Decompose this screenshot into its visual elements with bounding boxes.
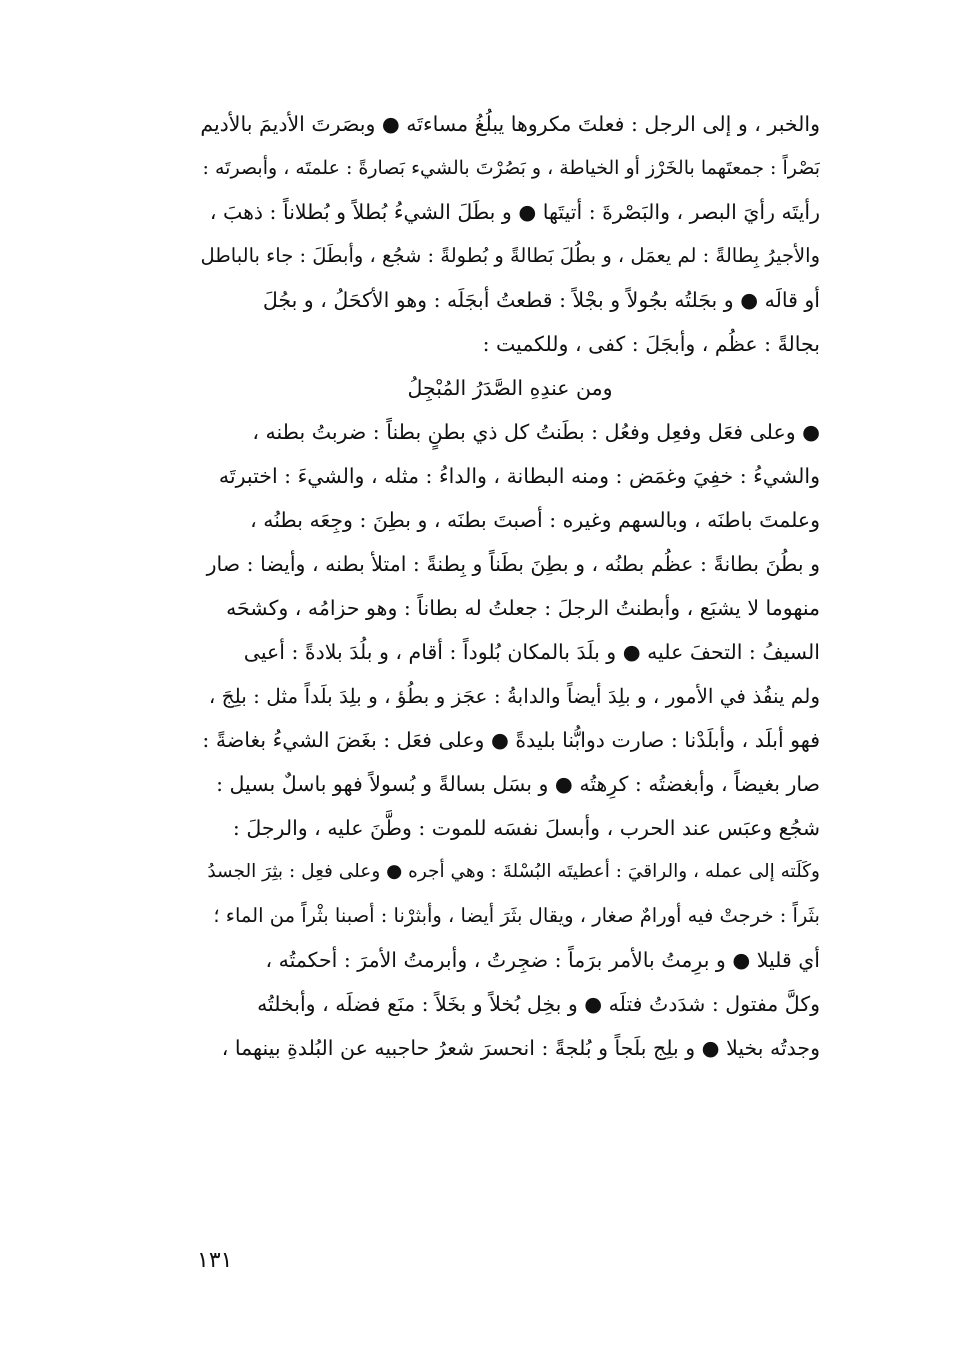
text-line: والخبر ، و إلى الرجل : فعلتَ مكروها يبلُغُ مساءتَه ● وبصَرتَ الأديمَ بالأديم: [200, 112, 820, 136]
text-line: السيفُ : التحفَ عليه ● و بلَدَ بالمكان بُلوداً : أقام ، و بلُدَ بلادةً : أعيى: [243, 640, 820, 664]
text-line: أي قليلا ● و برِمتُ بالأمر برَماً : ضجِرتُ ، وأبرمتُ الأمرَ : أحكمتُه ،: [265, 948, 820, 972]
text-line: منهوما لا يشبَع ، وأبطنتُ الرجلَ : جعلتُ له بطاناً : وهو حزامُه ، وكشحَه: [226, 596, 820, 620]
text-line: وجدتُه بخيلا ● و بلِج بلَجاً و بُلجةً : انحسرَ شعرُ حاجبيه عن البُلدةِ بينهما ،: [221, 1036, 820, 1060]
verse-line: ومن عندِهِ الصَّدَرُ المُبْجِلُ: [407, 376, 613, 400]
text-line: ولم ينفُذ في الأمور ، و بلِدَ أيضاً والدابةُ : عجَز و بطُؤ ، و بلِدَ بلَداً مثل : بلِجَ ،: [208, 684, 820, 708]
text-body: [200, 102, 820, 1070]
text-line: شجُع وعبَس عند الحرب ، وأبسلَ نفسَه للموت : وطَّنَ عليه ، والرجلَ :: [232, 816, 820, 840]
text-line: بجالةً : عظُم ، وأبجَلَ : كفى ، وللكميت :: [482, 332, 820, 356]
text-line: فهو أبلَد ، وأبلَدْنا : صارت دوابُّنا بليدةً ● وعلى فعَل : بغَضَ الشيءُ بغاضةً :: [202, 728, 820, 752]
text-line: بثَراً : خرجتْ فيه أورامٌ صغار ، ويقال بثَرَ أيضا ، وأبثرْنا : أصبنا بثْراً من الماء ؛: [213, 904, 820, 927]
text-line: والأجيرُ بِطالةً : لم يعمَل ، و بطُلَ بَطالةً و بُطولةً : شجُع ، وأبطَلَ : جاء بالباطل: [200, 244, 820, 267]
text-line: وعلمتَ باطنَه ، وبالسهم وغيره : أصبتَ بطنَه ، و بطِنَ : وجِعَه بطنُه ،: [250, 508, 820, 532]
text-line: أو قالَه ● و بجَلتُه بجُولاً و بجْلاً : قطعتُ أبجَلَه : وهو الأكحَلُ ، و بجُلَ: [262, 288, 820, 312]
text-line: وكلَّ مفتول : شدَدتُ فتلَه ● و بخِل بُخلاً و بخَلاً : منَع فضلَه ، وأبخلتُه: [257, 992, 820, 1016]
text-line: والشيءُ : خفِيَ وغمَض : ومنه البطانة ، والداءُ : مثله ، والشيءَ : اختبرتَه: [218, 464, 820, 488]
text-line: ● وعلى فعَل وفعِل وفعُل : بطَنتُ كل ذي بطنٍ بطناً : ضربتُ بطنه ،: [252, 420, 820, 444]
text-line: رأيتَه رأيَ البصر ، والبَصْرةَ : أتيتَها ● و بطَلَ الشيءُ بُطلاً و بُطلاناً : ذهبَ ،: [209, 200, 820, 224]
page-number: ١٣١: [197, 1248, 233, 1273]
text-line: وكَلَته إلى عمله ، والراقيَ : أعطيتَه البُسْلةَ : وهي أجره ● وعلى فعِل : بثِرَ الجسدُ: [207, 861, 820, 882]
text-line: صار بغيضاً ، وأبغضتُه : كرِهتُه ● و بسَل بسالةً و بُسولاً فهو باسلٌ بسيل :: [216, 772, 820, 796]
text-line: و بطُنَ بطانةً : عظُم بطنُه ، و بطِنَ بطَناً و بِطنةً : امتلأ بطنه ، وأيضا : صار: [206, 552, 820, 576]
text-line: بَصْراً : جمعتَهما بالخَرْز أو الخياطة ، و بَصُرْتَ بالشيء بَصارةً : علمتَه ، وأبصرتَه :: [202, 157, 820, 179]
